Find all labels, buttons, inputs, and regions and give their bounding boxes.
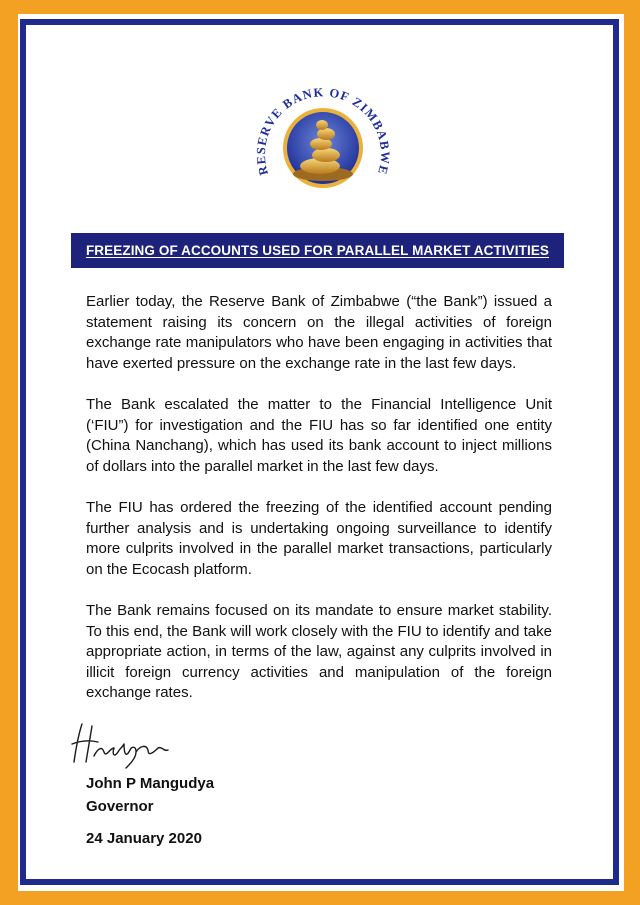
governor-signature (68, 718, 188, 770)
paragraph-1: Earlier today, the Reserve Bank of Zimbabwe (“the Bank”) issued a statement raising its concern on the illegal activities of foreign exchange rate manipulators who have been engaging in activities that have exerted pressure on the exchange rate in the last few days. (86, 293, 552, 372)
signatory-name: John P Mangudya (86, 775, 215, 792)
document-title-bar (71, 233, 564, 268)
signatory-title: Governor (86, 798, 154, 815)
paragraph-4: The Bank remains focused on its mandate to ensure market stability. To this end, the Bank will work closely with the FIU to identify and take appropriate action, in terms of the law, against any culprits involved in illicit foreign currency activities and manipulation of the foreign exchange rates. (86, 601, 552, 702)
document-title: FREEZING OF ACCOUNTS USED FOR PARALLEL MARKET ACTIVITIES (85, 243, 550, 258)
paragraph-3: The FIU has ordered the freezing of the identified account pending further analysis and is undertaking ongoing surveillance to identify more culprits involved in the parallel market transactions, particularly on the Ecocash platform. (86, 498, 552, 578)
paragraph-2: The Bank escalated the matter to the Financial Intelligence Unit (‘FIU”) for investigation and the FIU has so far identified one entity (China Nanchang), which has used its bank account to inject millions of dollars into the parallel market in the last few days. (86, 395, 552, 475)
reserve-bank-logo (248, 70, 398, 220)
statement-date: 24 January 2020 (86, 830, 202, 847)
signature-block (86, 772, 214, 850)
logo-ring-textpath: RESERVE BANK OF ZIMBABWE (253, 85, 393, 177)
statement-body (86, 292, 552, 724)
